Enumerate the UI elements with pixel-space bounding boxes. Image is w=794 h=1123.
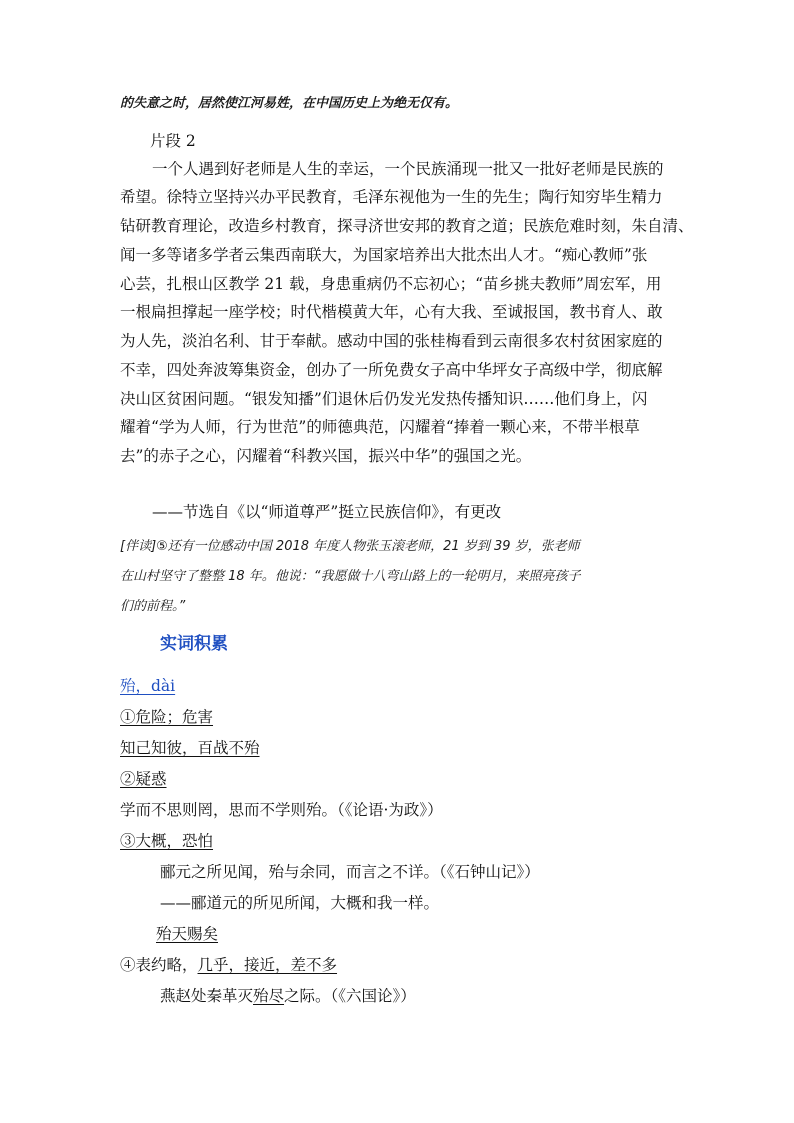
sense-2-label: ②疑惑 bbox=[120, 770, 167, 788]
fragment-line: 闻一多等诸多学者云集西南联大，为国家培养出大批杰出人才。“痴心教师”张 bbox=[120, 246, 648, 264]
fragment-line: 钻研教育理论，改造乡村教育，探寻济世安邦的教育之道；民族危难时刻，朱自清、 bbox=[120, 217, 694, 235]
fragment-line: 心芸，扎根山区教学 21 载，身患重病仍不忘初心；“苗乡挑夫教师”周宏军，用 bbox=[120, 275, 662, 293]
sense-3-translation: ——郦道元的所见所闻，大概和我一样。 bbox=[160, 894, 440, 912]
fragment-line: 耀着“学为人师，行为世范”的师德典范，闪耀着“捧着一颗心来，不带半根草 bbox=[120, 418, 640, 436]
sense-4-prefix: ④表约略， bbox=[120, 956, 198, 974]
fragment-line: 去”的赤子之心，闪耀着“科教兴国，振兴中华”的强国之光。 bbox=[120, 447, 532, 465]
entry-headword: 殆，dài bbox=[120, 677, 176, 695]
sense-3-idiom: 殆天赐矣 bbox=[156, 925, 219, 943]
sense-4-label bbox=[120, 955, 337, 975]
sense-3-example: 郦元之所见闻，殆与余同，而言之不详。（《石钟山记》） bbox=[160, 863, 540, 881]
fragment-line: 一个人遇到好老师是人生的幸运，一个民族涌现一批又一批好老师是民族的 bbox=[152, 160, 664, 178]
section-heading: 实词积累 bbox=[160, 634, 228, 654]
sense-1-label: ①危险；危害 bbox=[120, 708, 214, 726]
fragment-line: 决山区贫困问题。“银发知播”们退休后仍发光发热传播知识……他们身上，闪 bbox=[120, 390, 648, 408]
sense-4-example-post: 之际。（《六国论》） bbox=[284, 987, 416, 1005]
sense-4-example-key: 殆尽 bbox=[253, 987, 285, 1005]
fragment-line: 一根扁担撑起一座学校；时代楷模黄大年，心有大我、至诚报国，教书育人、敢 bbox=[120, 303, 663, 321]
source-note: ——节选自《以“师道尊严”挺立民族信仰》，有更改 bbox=[152, 503, 502, 521]
sense-3-label: ③大概，恐怕 bbox=[120, 832, 214, 850]
fragment-line: 不幸，四处奔波筹集资金，创办了一所免费女子高中华坪女子高级中学，彻底解 bbox=[120, 361, 663, 379]
sense-1-example: 知己知彼，百战不殆 bbox=[120, 739, 260, 757]
sense-4-definition: 几乎，接近，差不多 bbox=[197, 956, 338, 974]
fragment-line: 希望。徐特立坚持兴办平民教育，毛泽东视他为一生的先生；陶行知穷毕生精力 bbox=[120, 188, 663, 206]
companion-line: 们的前程。” bbox=[120, 599, 186, 614]
companion-line: [伴读]⑤还有一位感动中国 2018 年度人物张玉滚老师，21 岁到 39 岁，张老师 bbox=[120, 539, 580, 554]
sense-4-example bbox=[160, 986, 416, 1006]
fragment-title: 片段 2 bbox=[150, 132, 196, 150]
sense-4-example-pre: 燕赵处秦革灭 bbox=[160, 987, 254, 1005]
companion-line: 在山村坚守了整整 18 年。他说：“我愿做十八弯山路上的一轮明月，来照亮孩子 bbox=[120, 569, 581, 584]
fragment-line: 为人先，淡泊名利、甘于奉献。感动中国的张桂梅看到云南很多农村贫困家庭的 bbox=[120, 332, 663, 350]
intro-tail-text: 的失意之时，居然使江河易姓，在中国历史上为绝无仅有。 bbox=[120, 96, 459, 111]
sense-2-example: 学而不思则罔，思而不学则殆。（《论语·为政》） bbox=[120, 801, 443, 819]
